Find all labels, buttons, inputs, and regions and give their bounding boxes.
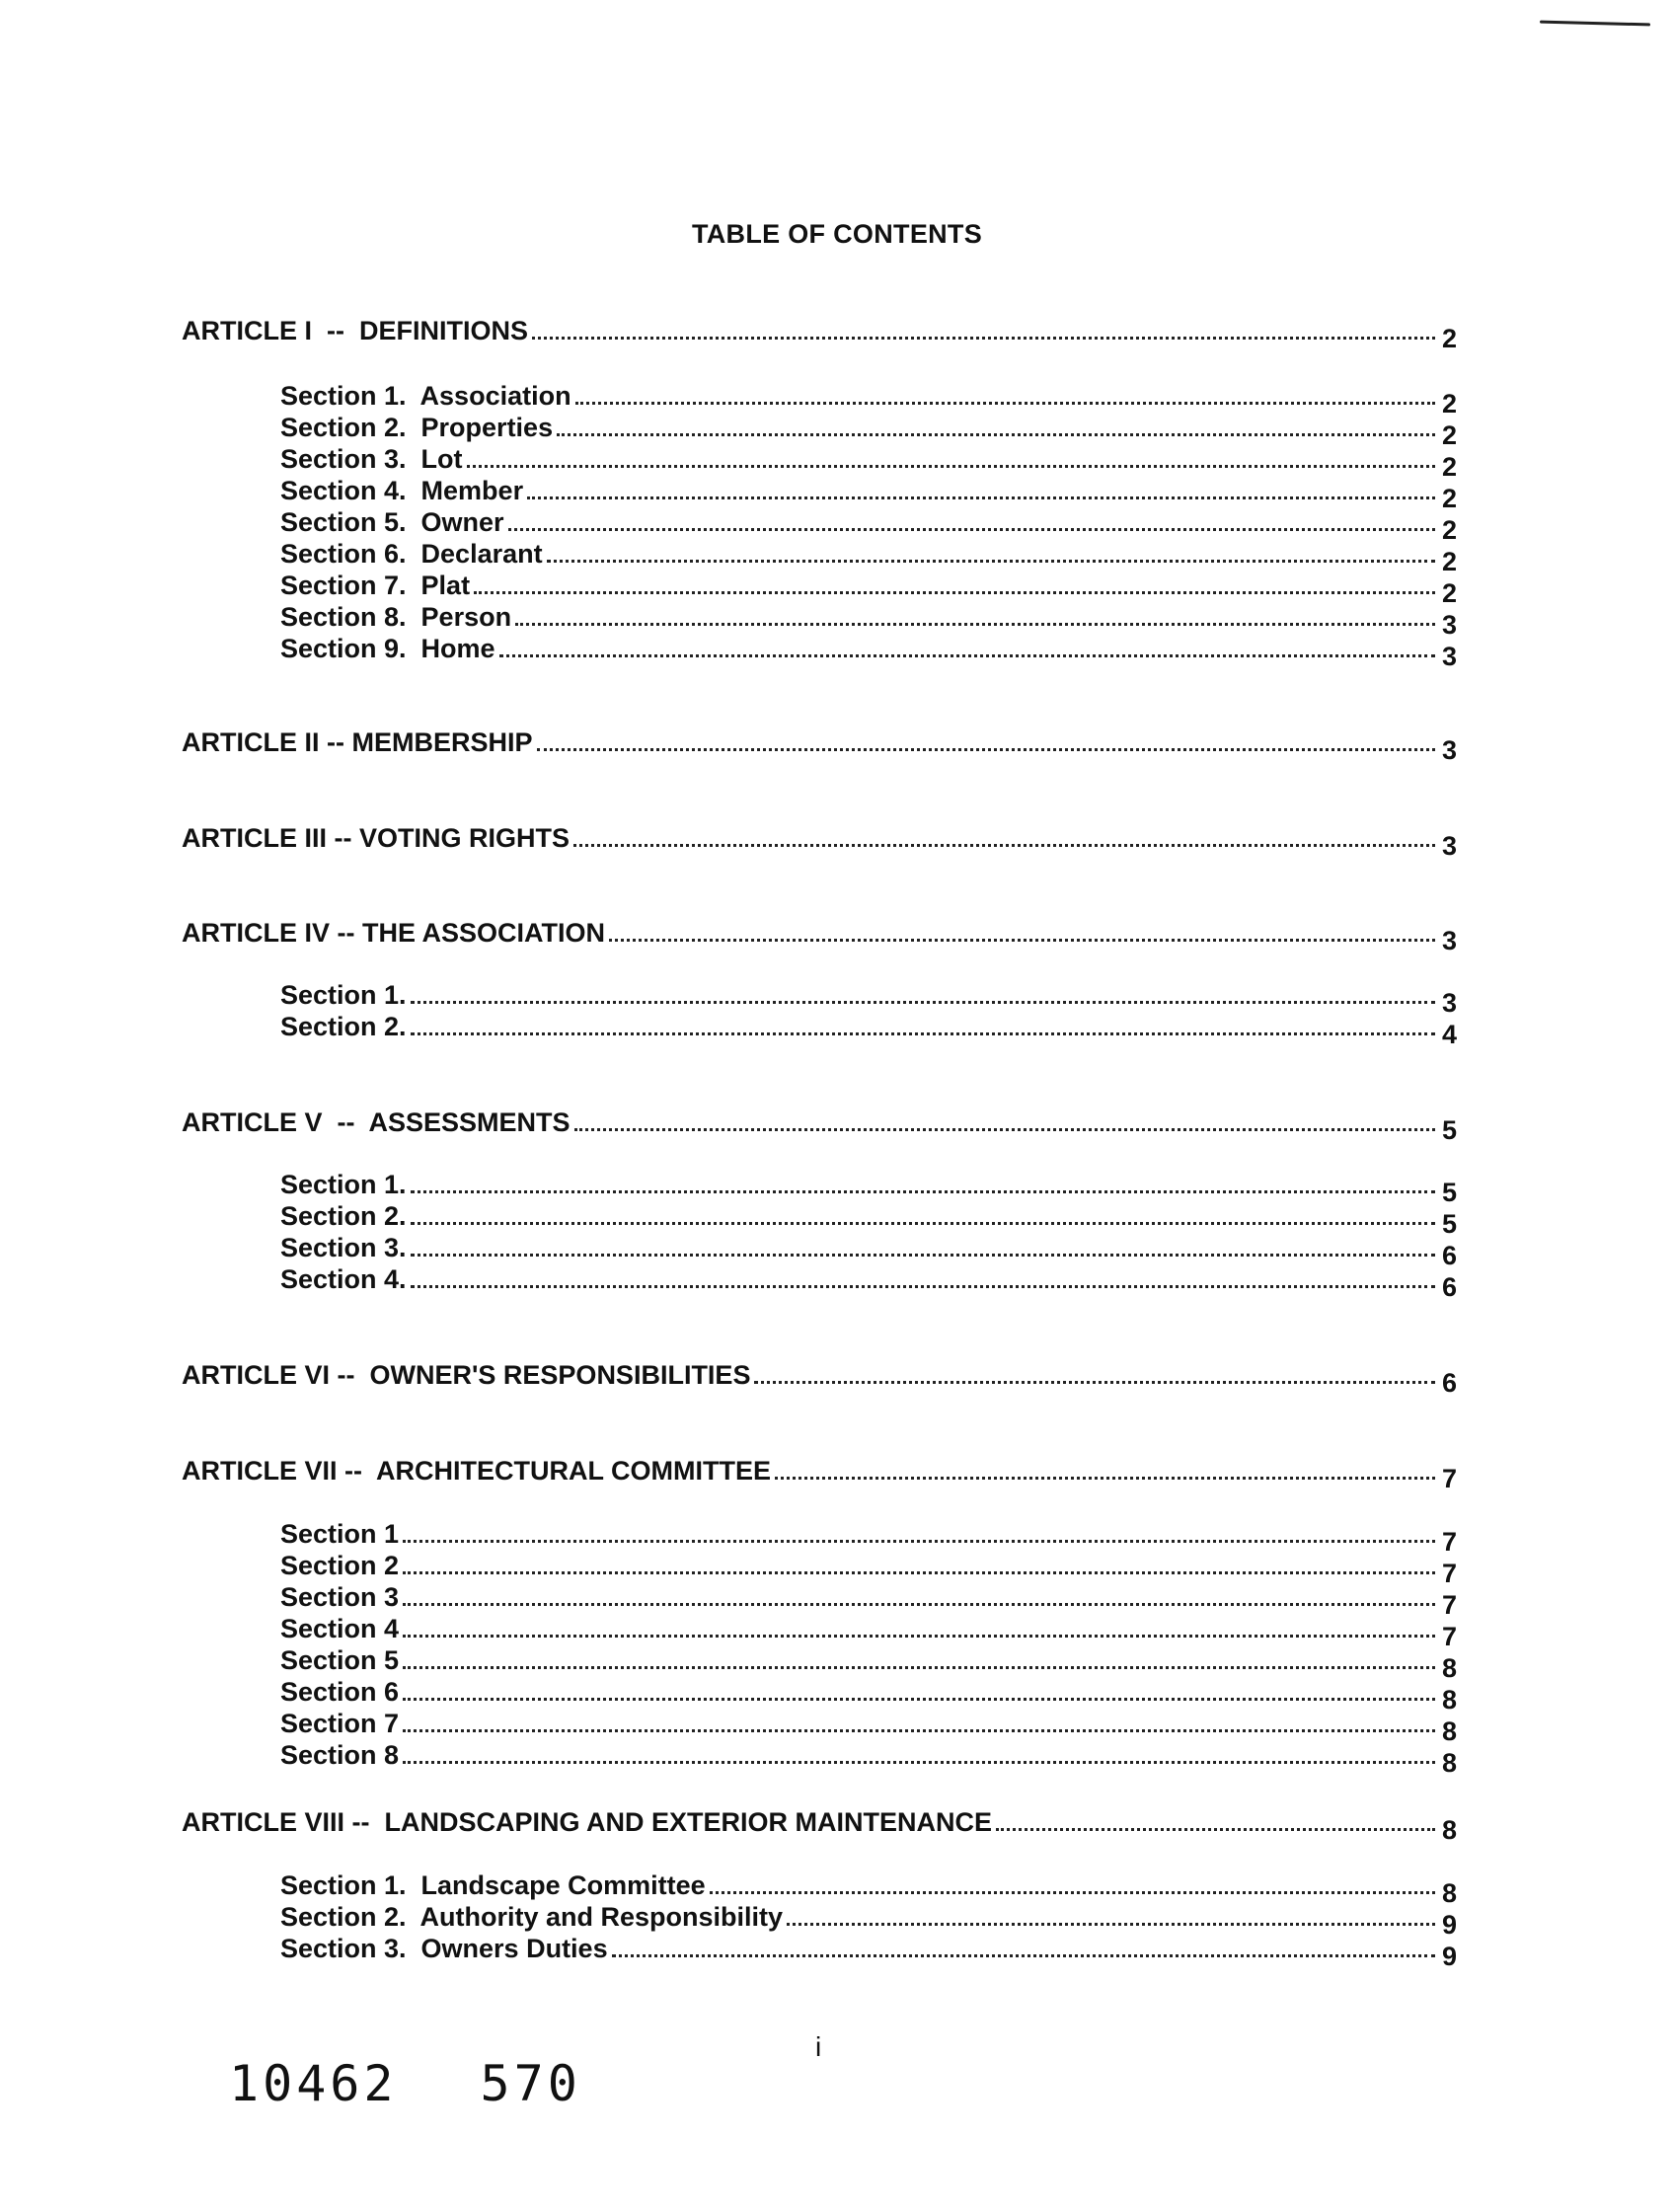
- toc-entry-label: Section 1.: [280, 980, 407, 1010]
- dot-leader: [403, 1601, 1435, 1606]
- toc-section-entry: [280, 440, 1457, 482]
- toc-entry-page: 7: [1441, 1464, 1457, 1493]
- dot-leader: [557, 431, 1435, 436]
- recording-stamp: [229, 2055, 664, 2112]
- toc-entry-label: Section 4.: [280, 1264, 407, 1294]
- toc-entry-label: Section 2. Authority and Responsibility: [280, 1902, 784, 1932]
- dot-leader: [403, 1727, 1435, 1732]
- toc-entry-page: 3: [1441, 926, 1457, 955]
- dot-leader: [508, 526, 1435, 531]
- toc-entry-label: Section 5. Owner: [280, 507, 504, 537]
- toc-entry-label: Section 1. Association: [280, 381, 571, 411]
- dot-leader: [787, 1921, 1435, 1926]
- dot-leader: [537, 746, 1436, 751]
- toc-entry-label: Section 8: [280, 1740, 400, 1770]
- toc-section-entry: [280, 1229, 1457, 1270]
- dot-leader: [532, 335, 1435, 340]
- toc-section-entry: [280, 1166, 1457, 1207]
- toc-section-entry: [280, 1578, 1457, 1620]
- dot-leader: [710, 1889, 1435, 1894]
- toc-entry-page: 5: [1441, 1209, 1457, 1239]
- dot-leader: [547, 558, 1435, 563]
- toc-section-entry: [280, 976, 1457, 1018]
- toc-entry-page: 7: [1441, 1622, 1457, 1651]
- toc-article-entry: [182, 724, 1457, 765]
- dot-leader: [403, 1696, 1435, 1701]
- toc-entry-page: 2: [1441, 547, 1457, 576]
- toc-entry-label: ARTICLE III -- VOTING RIGHTS: [182, 823, 570, 853]
- toc-entry-page: 3: [1441, 831, 1457, 861]
- toc-section-entry: [280, 567, 1457, 608]
- dot-leader: [754, 1379, 1435, 1384]
- toc-entry-page: 8: [1441, 1716, 1457, 1746]
- toc-article-entry: [182, 1104, 1457, 1145]
- toc-article-entry: [182, 312, 1457, 353]
- corner-mark: [1540, 21, 1650, 27]
- toc-entry-page: 2: [1441, 389, 1457, 419]
- dot-leader: [612, 1952, 1435, 1957]
- toc-section-entry: [280, 1610, 1457, 1651]
- toc-section-entry: [280, 1547, 1457, 1588]
- toc-entry-page: 8: [1441, 1748, 1457, 1778]
- dot-leader: [411, 1220, 1435, 1225]
- toc-entry-page: 6: [1441, 1368, 1457, 1398]
- toc-entry-label: ARTICLE V -- ASSESSMENTS: [182, 1107, 571, 1137]
- toc-entry-label: Section 1.: [280, 1170, 407, 1199]
- toc-entry-page: 7: [1441, 1559, 1457, 1588]
- dot-leader: [411, 1188, 1435, 1193]
- toc-entry-page: 2: [1441, 484, 1457, 513]
- toc-entry-page: 9: [1441, 1910, 1457, 1940]
- toc-entry-label: ARTICLE II -- MEMBERSHIP: [182, 727, 533, 757]
- toc-entry-label: Section 3.: [280, 1233, 407, 1262]
- toc-section-entry: [280, 1705, 1457, 1746]
- toc-entry-label: ARTICLE VIII -- LANDSCAPING AND EXTERIOR MAINTENANCE: [182, 1807, 993, 1837]
- dot-leader: [609, 937, 1435, 942]
- dot-leader: [403, 1633, 1435, 1638]
- toc-section-entry: [280, 630, 1457, 671]
- toc-section-entry: [280, 409, 1457, 450]
- toc-entry-label: Section 9. Home: [280, 634, 495, 663]
- toc-article-entry: [182, 1452, 1457, 1493]
- toc-section-entry: [280, 1008, 1457, 1049]
- toc-entry-label: Section 5: [280, 1645, 400, 1675]
- toc-section-entry: [280, 1515, 1457, 1557]
- toc-article-entry: [182, 914, 1457, 955]
- stamp-page: 570: [480, 2055, 581, 2112]
- toc-entry-page: 2: [1441, 578, 1457, 608]
- dot-leader: [515, 621, 1435, 626]
- toc-entry-label: Section 3. Lot: [280, 444, 463, 474]
- toc-article-entry: [182, 1356, 1457, 1398]
- dot-leader: [403, 1759, 1435, 1764]
- toc-entry-page: 6: [1441, 1272, 1457, 1302]
- dot-leader: [574, 1126, 1435, 1131]
- toc-entry-page: 3: [1441, 610, 1457, 640]
- dot-leader: [499, 652, 1435, 657]
- toc-section-entry: [280, 1736, 1457, 1778]
- toc-section-entry: [280, 1930, 1457, 1971]
- toc-entry-label: Section 2: [280, 1551, 400, 1580]
- dot-leader: [573, 842, 1435, 847]
- dot-leader: [575, 400, 1435, 405]
- toc-entry-label: Section 1: [280, 1519, 400, 1549]
- page-number: i: [815, 2031, 822, 2062]
- dot-leader: [775, 1475, 1435, 1480]
- toc-entry-page: 8: [1441, 1878, 1457, 1908]
- toc-entry-page: 2: [1441, 324, 1457, 353]
- toc-section-entry: [280, 472, 1457, 513]
- toc-section-entry: [280, 1197, 1457, 1239]
- toc-section-entry: [280, 1673, 1457, 1715]
- toc-entry-page: 3: [1441, 735, 1457, 765]
- toc-entry-label: Section 1. Landscape Committee: [280, 1870, 706, 1900]
- toc-entry-label: ARTICLE VI -- OWNER'S RESPONSIBILITIES: [182, 1360, 751, 1390]
- toc-entry-label: ARTICLE VII -- ARCHITECTURAL COMMITTEE: [182, 1456, 771, 1486]
- toc-section-entry: [280, 1898, 1457, 1940]
- toc-entry-page: 3: [1441, 642, 1457, 671]
- toc-entry-label: ARTICLE IV -- THE ASSOCIATION: [182, 918, 605, 948]
- toc-section-entry: [280, 598, 1457, 640]
- toc-entry-label: Section 6: [280, 1677, 400, 1707]
- toc-entry-page: 4: [1441, 1020, 1457, 1049]
- toc-entry-label: Section 3: [280, 1582, 400, 1612]
- toc-entry-label: Section 2.: [280, 1012, 407, 1041]
- dot-leader: [474, 589, 1435, 594]
- dot-leader: [403, 1664, 1435, 1669]
- toc-section-entry: [280, 1867, 1457, 1908]
- toc-entry-page: 2: [1441, 452, 1457, 482]
- dot-leader: [411, 999, 1435, 1004]
- toc-entry-label: Section 6. Declarant: [280, 539, 543, 569]
- toc-entry-page: 3: [1441, 988, 1457, 1018]
- toc-entry-page: 5: [1441, 1115, 1457, 1145]
- toc-entry-label: Section 4. Member: [280, 476, 524, 505]
- toc-entry-page: 8: [1441, 1653, 1457, 1683]
- dot-leader: [996, 1826, 1435, 1831]
- toc-section-entry: [280, 535, 1457, 576]
- toc-entry-label: Section 4: [280, 1614, 400, 1643]
- dot-leader: [411, 1030, 1435, 1035]
- toc-section-entry: [280, 1641, 1457, 1683]
- toc-entry-label: Section 7. Plat: [280, 571, 471, 600]
- toc-article-entry: [182, 819, 1457, 861]
- toc-entry-page: 7: [1441, 1590, 1457, 1620]
- toc-article-entry: [182, 1803, 1457, 1845]
- toc-section-entry: [280, 1260, 1457, 1302]
- toc-entry-label: Section 3. Owners Duties: [280, 1934, 608, 1963]
- page-title: TABLE OF CONTENTS: [691, 219, 983, 249]
- dot-leader: [411, 1252, 1435, 1257]
- toc-entry-page: 2: [1441, 420, 1457, 450]
- toc-entry-page: 5: [1441, 1178, 1457, 1207]
- stamp-book: 10462: [229, 2055, 398, 2112]
- toc-entry-page: 9: [1441, 1942, 1457, 1971]
- toc-entry-label: Section 8. Person: [280, 602, 512, 632]
- toc-entry-page: 8: [1441, 1815, 1457, 1845]
- dot-leader: [467, 463, 1435, 468]
- dot-leader: [411, 1283, 1435, 1288]
- toc-entry-page: 8: [1441, 1685, 1457, 1715]
- dot-leader: [527, 495, 1435, 499]
- toc-entry-label: Section 2. Properties: [280, 413, 554, 442]
- toc-entry-page: 2: [1441, 515, 1457, 545]
- dot-leader: [403, 1538, 1435, 1543]
- toc-section-entry: [280, 503, 1457, 545]
- toc-entry-label: Section 7: [280, 1709, 400, 1738]
- toc-section-entry: [280, 377, 1457, 419]
- toc-entry-page: 7: [1441, 1527, 1457, 1557]
- dot-leader: [403, 1569, 1435, 1574]
- toc-entry-page: 6: [1441, 1241, 1457, 1270]
- toc-entry-label: Section 2.: [280, 1201, 407, 1231]
- toc-entry-label: ARTICLE I -- DEFINITIONS: [182, 316, 528, 345]
